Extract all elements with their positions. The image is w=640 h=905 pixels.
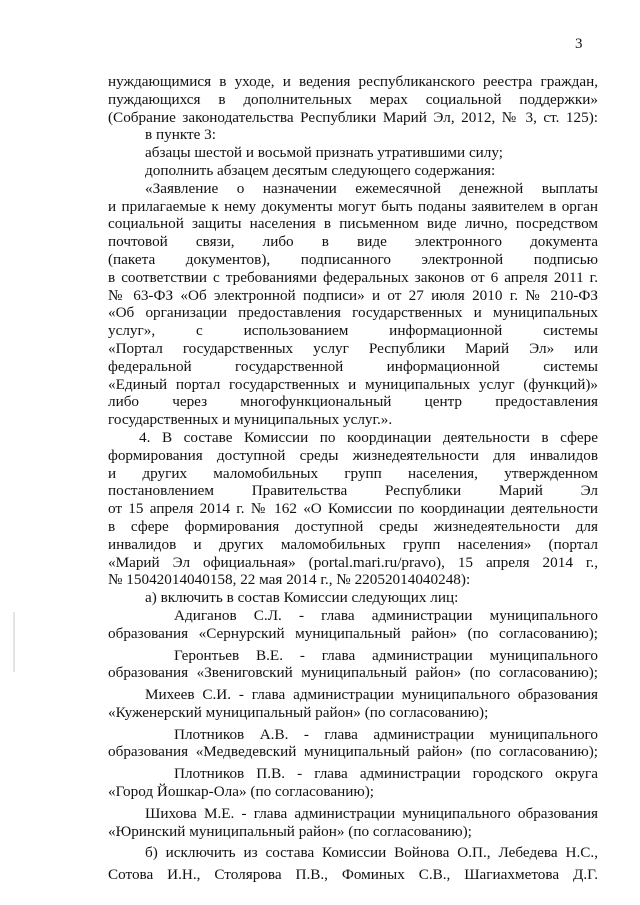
text-line: либо через многофункциональный центр предоставления xyxy=(108,393,598,411)
text-line: нуждающимися в уходе, и ведения республиканского реестра граждан, xyxy=(108,73,598,90)
text-line: «Заявление о назначении ежемесячной денежной выплаты xyxy=(145,179,598,197)
text-line: и прилагаемые к нему документы могут быть поданы заявителем в орган xyxy=(108,197,598,215)
text-line: Михеев С.И. - глава администрации муниципального образования xyxy=(145,686,598,704)
text-line: и других маломобильных групп населения, утвержденном xyxy=(108,464,598,482)
text-line: формирования доступной среды жизнедеятельности для инвалидов xyxy=(108,446,598,464)
text-line: почтовой связи, либо в виде электронного документа xyxy=(108,233,598,251)
text-line: государственных и муниципальных услуг.». xyxy=(108,411,393,429)
body-text xyxy=(108,73,598,884)
text-line: образования «Звениговский муниципальный район» (по согласованию); xyxy=(108,664,598,682)
text-line: социальной защиты населения в письменном виде лично, посредством xyxy=(108,215,598,233)
text-line: № 63-ФЗ «Об электронной подписи» и от 27 июля 2010 г. № 210-ФЗ xyxy=(108,286,598,304)
text-line: а) включить в состав Комиссии следующих лиц: xyxy=(145,589,459,607)
text-line: дополнить абзацем десятым следующего содержания: xyxy=(145,161,496,179)
text-line: Адиганов С.Л. - глава администрации муниципального xyxy=(174,606,598,624)
text-line: федеральной государственной информационной системы xyxy=(108,357,598,375)
text-line: Плотников А.В. - глава администрации муниципального xyxy=(174,725,598,743)
text-line: услуг», с использованием информационной системы xyxy=(108,322,598,340)
text-line: б) исключить из состава Комиссии Войнова О.П., Лебедева Н.С., xyxy=(145,844,598,862)
scan-edge-mark xyxy=(13,612,15,672)
text-line: Шихова М.Е. - глава администрации муниципального образования xyxy=(145,804,598,822)
text-line: в пункте 3: xyxy=(145,126,216,144)
text-line: пуждающихся в дополнительных мерах социальной поддержки» xyxy=(108,90,598,108)
text-line: «Портал государственных услуг Республики Марий Эл» или xyxy=(108,339,598,357)
text-line: (Собрание законодательства Республики Марий Эл, 2012, № 3, ст. 125): xyxy=(108,108,598,126)
text-line: Геронтьев В.Е. - глава администрации муниципального xyxy=(174,646,598,664)
text-line: инвалидов и других маломобильных групп населения» (портал xyxy=(108,535,598,553)
text-line: абзацы шестой и восьмой признать утратившими силу; xyxy=(145,144,504,162)
page-number: 3 xyxy=(575,36,583,52)
text-line: образования «Медведевский муниципальный район» (по согласованию); xyxy=(108,743,598,761)
text-line: «Юринский муниципальный район» (по согласованию); xyxy=(108,822,472,840)
text-line: «Об организации предоставления государственных и муниципальных xyxy=(108,304,598,322)
text-line: Плотников П.В. - глава администрации городского округа xyxy=(174,765,598,783)
text-line: образования «Сернурский муниципальный район» (по согласованию); xyxy=(108,624,598,642)
text-line: «Единый портал государственных и муниципальных услуг (функций)» xyxy=(108,375,598,393)
text-line: № 15042014040158, 22 мая 2014 г., № 22052014040248): xyxy=(108,571,471,589)
text-line: постановлением Правительства Республики Марий Эл xyxy=(108,482,598,500)
text-line: 4. В составе Комиссии по координации деятельности в сфере xyxy=(139,428,598,446)
text-line: Сотова И.Н., Столярова П.В., Фоминых С.В., Шагиахметова Д.Г. xyxy=(108,866,598,884)
text-line: в соответствии с требованиями федеральных законов от 6 апреля 2011 г. xyxy=(108,268,598,286)
text-line: от 15 апреля 2014 г. № 162 «О Комиссии по координации деятельности xyxy=(108,500,598,518)
text-line: в сфере формирования доступной среды жизнедеятельности для xyxy=(108,517,598,535)
text-line: «Куженерский муниципальный район» (по согласованию); xyxy=(108,703,489,721)
text-line: (пакета документов), подписанного электронной подписью xyxy=(108,250,598,268)
text-line: «Город Йошкар-Ола» (по согласованию); xyxy=(108,783,374,801)
text-line: «Марий Эл официальная» (portal.mari.ru/pravo), 15 апреля 2014 г., xyxy=(108,553,598,571)
